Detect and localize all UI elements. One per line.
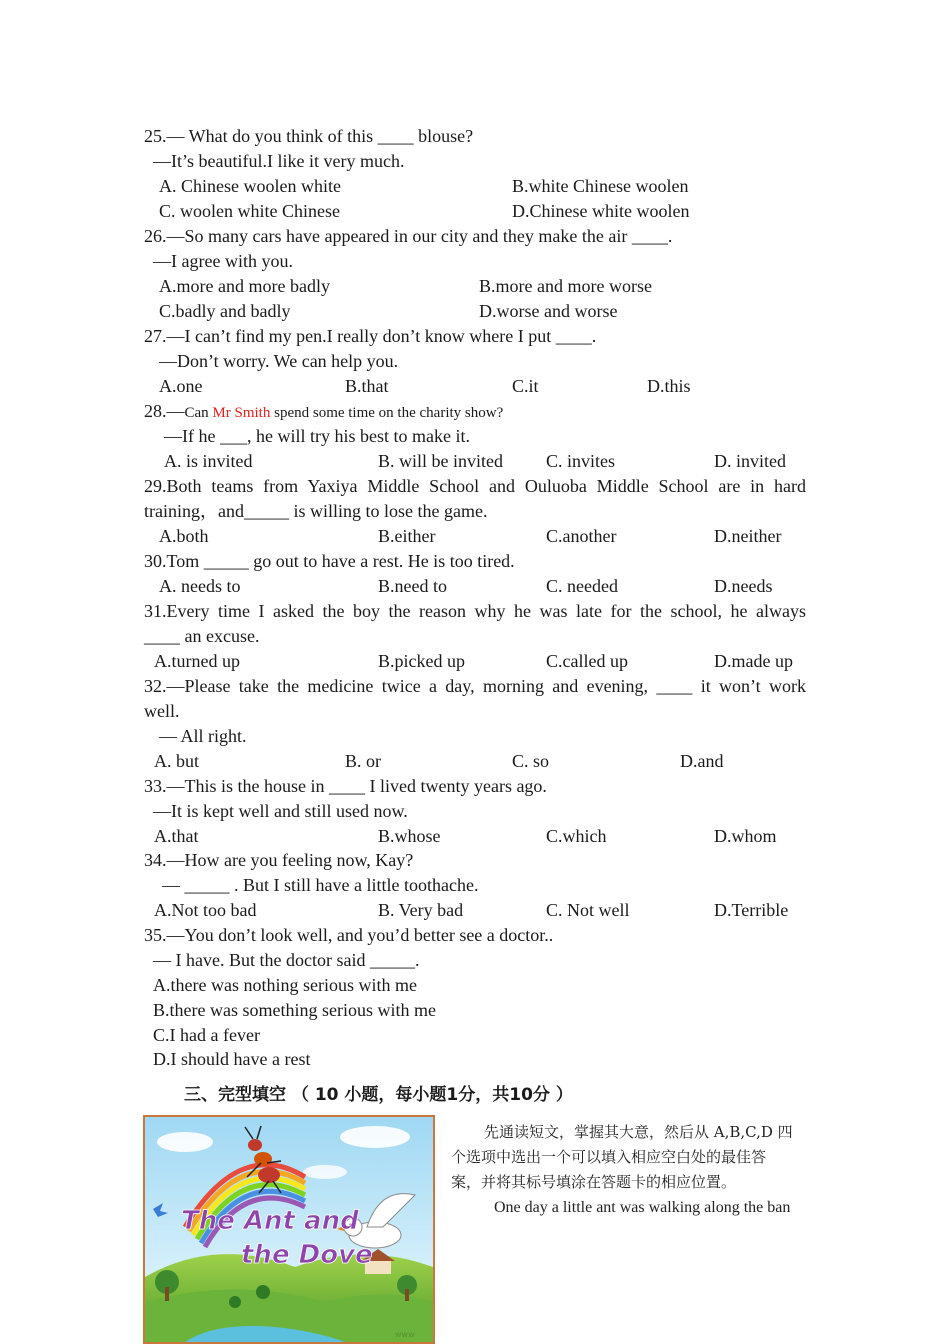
q33-option-a[interactable]: A.that: [154, 826, 199, 846]
q35-reply: — I have. But the doctor said _____.: [153, 950, 420, 970]
q25-option-a[interactable]: A. Chinese woolen white: [159, 176, 341, 196]
q28-number: 28.—: [144, 401, 185, 421]
q25-option-d[interactable]: D.Chinese white woolen: [512, 201, 690, 221]
q32-option-a[interactable]: A. but: [154, 751, 199, 771]
q26-option-b[interactable]: B.more and more worse: [479, 276, 652, 296]
q28-option-c[interactable]: C. invites: [546, 451, 616, 471]
q28-option-d[interactable]: D. invited: [714, 451, 786, 471]
q29-option-d[interactable]: D.neither: [714, 526, 782, 546]
q34-option-b[interactable]: B. Very bad: [378, 900, 464, 920]
q26-reply: —I agree with you.: [153, 251, 293, 271]
q25-reply: —It’s beautiful.I like it very much.: [153, 151, 405, 171]
q35-option-a[interactable]: A.there was nothing serious with me: [153, 975, 417, 995]
q27-stem: 27.—I can’t find my pen.I really don’t know where I put ____.: [144, 326, 597, 346]
section3-heading: 三、完型填空 （ 10 小题，每小题1分，共10分 ）: [184, 1085, 573, 1105]
illustration-svg: [145, 1117, 433, 1342]
picture-title-line1: The Ant and: [181, 1206, 359, 1236]
q32-reply: — All right.: [159, 726, 247, 746]
q27-option-c[interactable]: C.it: [512, 376, 539, 396]
ant-and-dove-illustration: [143, 1115, 435, 1344]
q33-stem: 33.—This is the house in ____ I lived twenty years ago.: [144, 776, 547, 796]
q30-option-d[interactable]: D.needs: [714, 576, 773, 596]
q28-rest: spend some time on the charity show?: [270, 405, 504, 421]
q26-option-a[interactable]: A.more and more badly: [159, 276, 330, 296]
q28-can: Can: [184, 405, 213, 421]
q29-stem-line2: training，and_____ is willing to lose the game.: [144, 501, 488, 521]
q34-option-d[interactable]: D.Terrible: [714, 900, 789, 920]
q35-stem: 35.—You don’t look well, and you’d better see a doctor..: [144, 925, 554, 945]
q31-option-b[interactable]: B.picked up: [378, 651, 465, 671]
q31-stem-line1: 31.Every time I asked the boy the reason why he was late for the school, he always: [144, 601, 806, 621]
q34-stem: 34.—How are you feeling now, Kay?: [144, 850, 414, 870]
q26-option-d[interactable]: D.worse and worse: [479, 301, 618, 321]
q33-option-d[interactable]: D.whom: [714, 826, 777, 846]
q28-reply: —If he ___, he will try his best to make it.: [164, 426, 470, 446]
q32-option-c[interactable]: C. so: [512, 751, 550, 771]
q25-stem: 25.— What do you think of this ____ blouse?: [144, 126, 474, 146]
picture-watermark: www: [395, 1330, 415, 1339]
q27-reply: —Don’t worry. We can help you.: [159, 351, 399, 371]
q33-option-b[interactable]: B.whose: [378, 826, 441, 846]
q32-option-d[interactable]: D.and: [680, 751, 724, 771]
q30-option-c[interactable]: C. needed: [546, 576, 618, 596]
q25-option-b[interactable]: B.white Chinese woolen: [512, 176, 689, 196]
passage-first-line: One day a little ant was walking along the ban: [494, 1199, 791, 1216]
q35-option-b[interactable]: B.there was something serious with me: [153, 1000, 436, 1020]
q34-option-a[interactable]: A.Not too bad: [154, 900, 257, 920]
q29-option-c[interactable]: C.another: [546, 526, 617, 546]
q30-stem: 30.Tom _____ go out to have a rest. He is too tired.: [144, 551, 515, 571]
q33-option-c[interactable]: C.which: [546, 826, 607, 846]
q29-option-a[interactable]: A.both: [159, 526, 209, 546]
q32-stem-line2: well.: [144, 701, 180, 721]
q28-stem: [144, 399, 503, 426]
q29-option-b[interactable]: B.either: [378, 526, 436, 546]
section3-instruction-line1: 先通读短文，掌握其大意，然后从 A,B,C,D 四: [484, 1123, 793, 1141]
q28-option-a[interactable]: A. is invited: [164, 451, 253, 471]
q28-name: Mr Smith: [212, 405, 271, 421]
q34-option-c[interactable]: C. Not well: [546, 900, 630, 920]
q26-stem: 26.—So many cars have appeared in our city and they make the air ____.: [144, 226, 673, 246]
q27-option-d[interactable]: D.this: [647, 376, 691, 396]
q30-option-a[interactable]: A. needs to: [159, 576, 241, 596]
q34-reply: — _____ . But I still have a little toothache.: [162, 875, 479, 895]
q32-option-b[interactable]: B. or: [345, 751, 381, 771]
q27-option-a[interactable]: A.one: [159, 376, 203, 396]
q31-stem-line2: ____ an excuse.: [144, 626, 260, 646]
q31-option-d[interactable]: D.made up: [714, 651, 793, 671]
q27-option-b[interactable]: B.that: [345, 376, 389, 396]
picture-title-line2: the Dove: [241, 1240, 373, 1270]
q30-option-b[interactable]: B.need to: [378, 576, 447, 596]
q28-option-b[interactable]: B. will be invited: [378, 451, 503, 471]
q32-stem-line1: 32.—Please take the medicine twice a day, morning and evening, ____ it won’t work: [144, 676, 806, 696]
q35-option-d[interactable]: D.I should have a rest: [153, 1049, 311, 1069]
q25-option-c[interactable]: C. woolen white Chinese: [159, 201, 340, 221]
section3-instruction-line2: 个选项中选出一个可以填入相应空白处的最佳答: [451, 1148, 767, 1166]
q26-option-c[interactable]: C.badly and badly: [159, 301, 291, 321]
q31-option-a[interactable]: A.turned up: [154, 651, 240, 671]
section3-instruction-line3: 案，并将其标号填涂在答题卡的相应位置。: [451, 1173, 737, 1191]
q31-option-c[interactable]: C.called up: [546, 651, 628, 671]
q35-option-c[interactable]: C.I had a fever: [153, 1025, 260, 1045]
q33-reply: —It is kept well and still used now.: [153, 801, 408, 821]
q29-stem-line1: 29.Both teams from Yaxiya Middle School and Ouluoba Middle School are in hard: [144, 476, 806, 496]
